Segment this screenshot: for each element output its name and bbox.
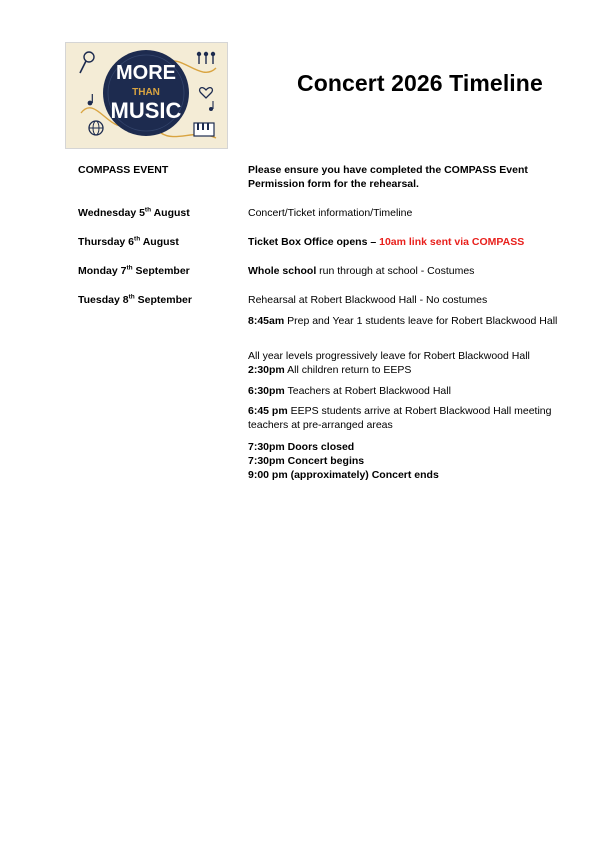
row-label-monday: Monday 7th September	[78, 264, 190, 277]
people-icon	[197, 52, 215, 64]
row-label-compass: COMPASS EVENT	[78, 164, 169, 176]
compass-link-note: 10am link sent via COMPASS	[379, 236, 525, 248]
keyboard-icon	[194, 123, 214, 136]
row-label-thursday: Thursday 6th August	[78, 235, 179, 248]
row-label-wednesday: Wednesday 5th August	[78, 206, 190, 219]
row-text-compass: Please ensure you have completed the COMPASS Event Permission form for the rehearsal.	[248, 164, 528, 190]
schedule-item-evening: 7:30pm Doors closed 7:30pm Concert begins 9:00 pm (approximately) Concert ends	[248, 441, 439, 481]
row-text-tuesday: Rehearsal at Robert Blackwood Hall - No costumes	[248, 294, 488, 306]
logo-word-more: MORE	[116, 62, 176, 84]
logo-word-than: THAN	[132, 87, 160, 98]
logo-word-music: MUSIC	[110, 98, 182, 123]
logo-graphic	[66, 43, 227, 148]
row-text-monday: Whole school run through at school - Costumes	[248, 265, 475, 277]
schedule-item-230: All year levels progressively leave for Robert Blackwood Hall 2:30pm All children return to EEPS	[248, 350, 530, 376]
page-title: Concert 2026 Timeline	[297, 70, 543, 96]
row-text-thursday: Ticket Box Office opens – 10am link sent via COMPASS	[248, 236, 525, 248]
schedule-item-845: 8:45am Prep and Year 1 students leave for Robert Blackwood Hall	[248, 315, 558, 327]
row-label-tuesday: Tuesday 8th September	[78, 293, 192, 306]
schedule-item-645: 6:45 pm EEPS students arrive at Robert Blackwood Hall meeting teachers at pre-arranged areas	[248, 405, 552, 431]
more-than-music-logo	[65, 42, 228, 149]
schedule-item-630: 6:30pm Teachers at Robert Blackwood Hall	[248, 385, 451, 397]
row-text-wednesday: Concert/Ticket information/Timeline	[248, 207, 413, 219]
